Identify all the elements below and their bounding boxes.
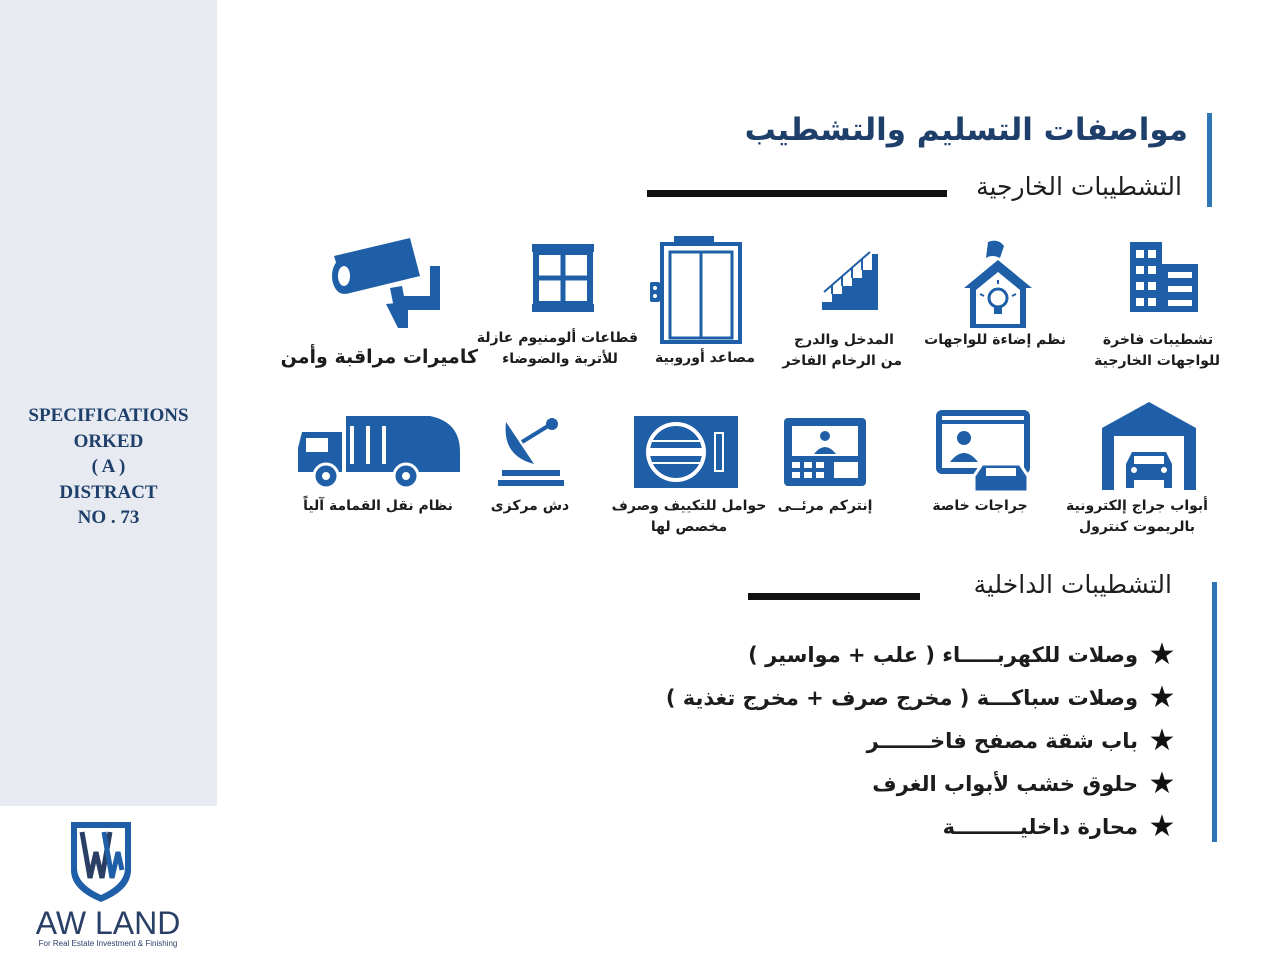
spec-line: ( A )	[91, 456, 126, 477]
specifications-block	[0, 403, 217, 531]
spec-line: SPECIFICATIONS	[28, 405, 189, 426]
spec-line: ORKED	[73, 430, 144, 452]
feature-label: قطاعات ألومنيوم عازلة للأتربة والضوضاء	[476, 330, 638, 367]
spec-line: DISTRACT	[59, 481, 158, 503]
feature-label: نظام نقل القمامة آلياً	[303, 498, 453, 514]
ac-unit-icon	[632, 414, 740, 490]
title-accent-bar	[1207, 113, 1212, 207]
feature-label: مصاعد أوروبية	[655, 350, 755, 366]
list-item: ★ وصلات للكهربـــــاء ( علب + مواسير )	[622, 633, 1182, 676]
star-icon: ★	[1148, 723, 1176, 758]
window-icon	[532, 244, 594, 312]
exterior-underline	[647, 190, 947, 197]
feature-label: دش مركزى	[490, 498, 570, 514]
intercom-icon	[782, 416, 868, 488]
company-logo	[28, 818, 188, 952]
interior-accent-bar	[1212, 582, 1217, 842]
interior-underline	[748, 593, 920, 600]
feature-label: إنتركم مرئــى	[777, 498, 873, 514]
page-title: مواصفات التسليم والتشطيب	[744, 112, 1188, 148]
list-item: ★ باب شقة مصفح فاخـــــــر	[622, 719, 1182, 762]
feature-label: جراجات خاصة	[932, 498, 1028, 514]
star-icon: ★	[1148, 680, 1176, 715]
spec-line: NO . 73	[77, 507, 140, 528]
garbage-truck-icon	[296, 412, 460, 490]
aw-shield-icon	[68, 818, 134, 904]
star-icon: ★	[1148, 637, 1176, 672]
feature-label: المدخل والدرج من الرخام الفاخر	[782, 332, 902, 369]
star-icon: ★	[1148, 809, 1176, 844]
feature-label: تشطيبات فاخرة للواجهات الخارجية	[1094, 332, 1220, 369]
list-item: ★ وصلات سباكـــة ( مخرج صرف + مخرج تغذية )	[622, 676, 1182, 719]
feature-label: حوامل للتكييف وصرف مخصص لها	[611, 498, 767, 535]
garage-icon	[1100, 400, 1198, 490]
parking-card-icon	[934, 408, 1032, 496]
feature-label: أبواب جراج إلكترونية بالريموت كنترول	[1066, 498, 1208, 535]
interior-heading: التشطيبات الداخلية	[973, 570, 1172, 599]
building-icon	[1128, 240, 1200, 314]
list-item: ★ حلوق خشب لأبواب الغرف	[622, 762, 1182, 805]
star-icon: ★	[1148, 766, 1176, 801]
exterior-heading: التشطيبات الخارجية	[976, 172, 1182, 201]
feature-label: نظم إضاءة للواجهات	[924, 332, 1066, 348]
logo-name: AW LAND	[35, 905, 181, 941]
interior-list	[622, 633, 1182, 848]
list-item: ★ محارة داخليـــــــــة	[622, 805, 1182, 848]
logo-tagline: For Real Estate Investment & Finishing	[38, 939, 178, 948]
satellite-dish-icon	[498, 412, 564, 486]
facade-lighting-icon	[962, 240, 1034, 330]
elevator-icon	[648, 234, 742, 344]
feature-label: كاميرات مراقبة وأمن	[280, 346, 478, 368]
security-camera-icon	[330, 236, 444, 330]
stairs-icon	[820, 248, 880, 312]
